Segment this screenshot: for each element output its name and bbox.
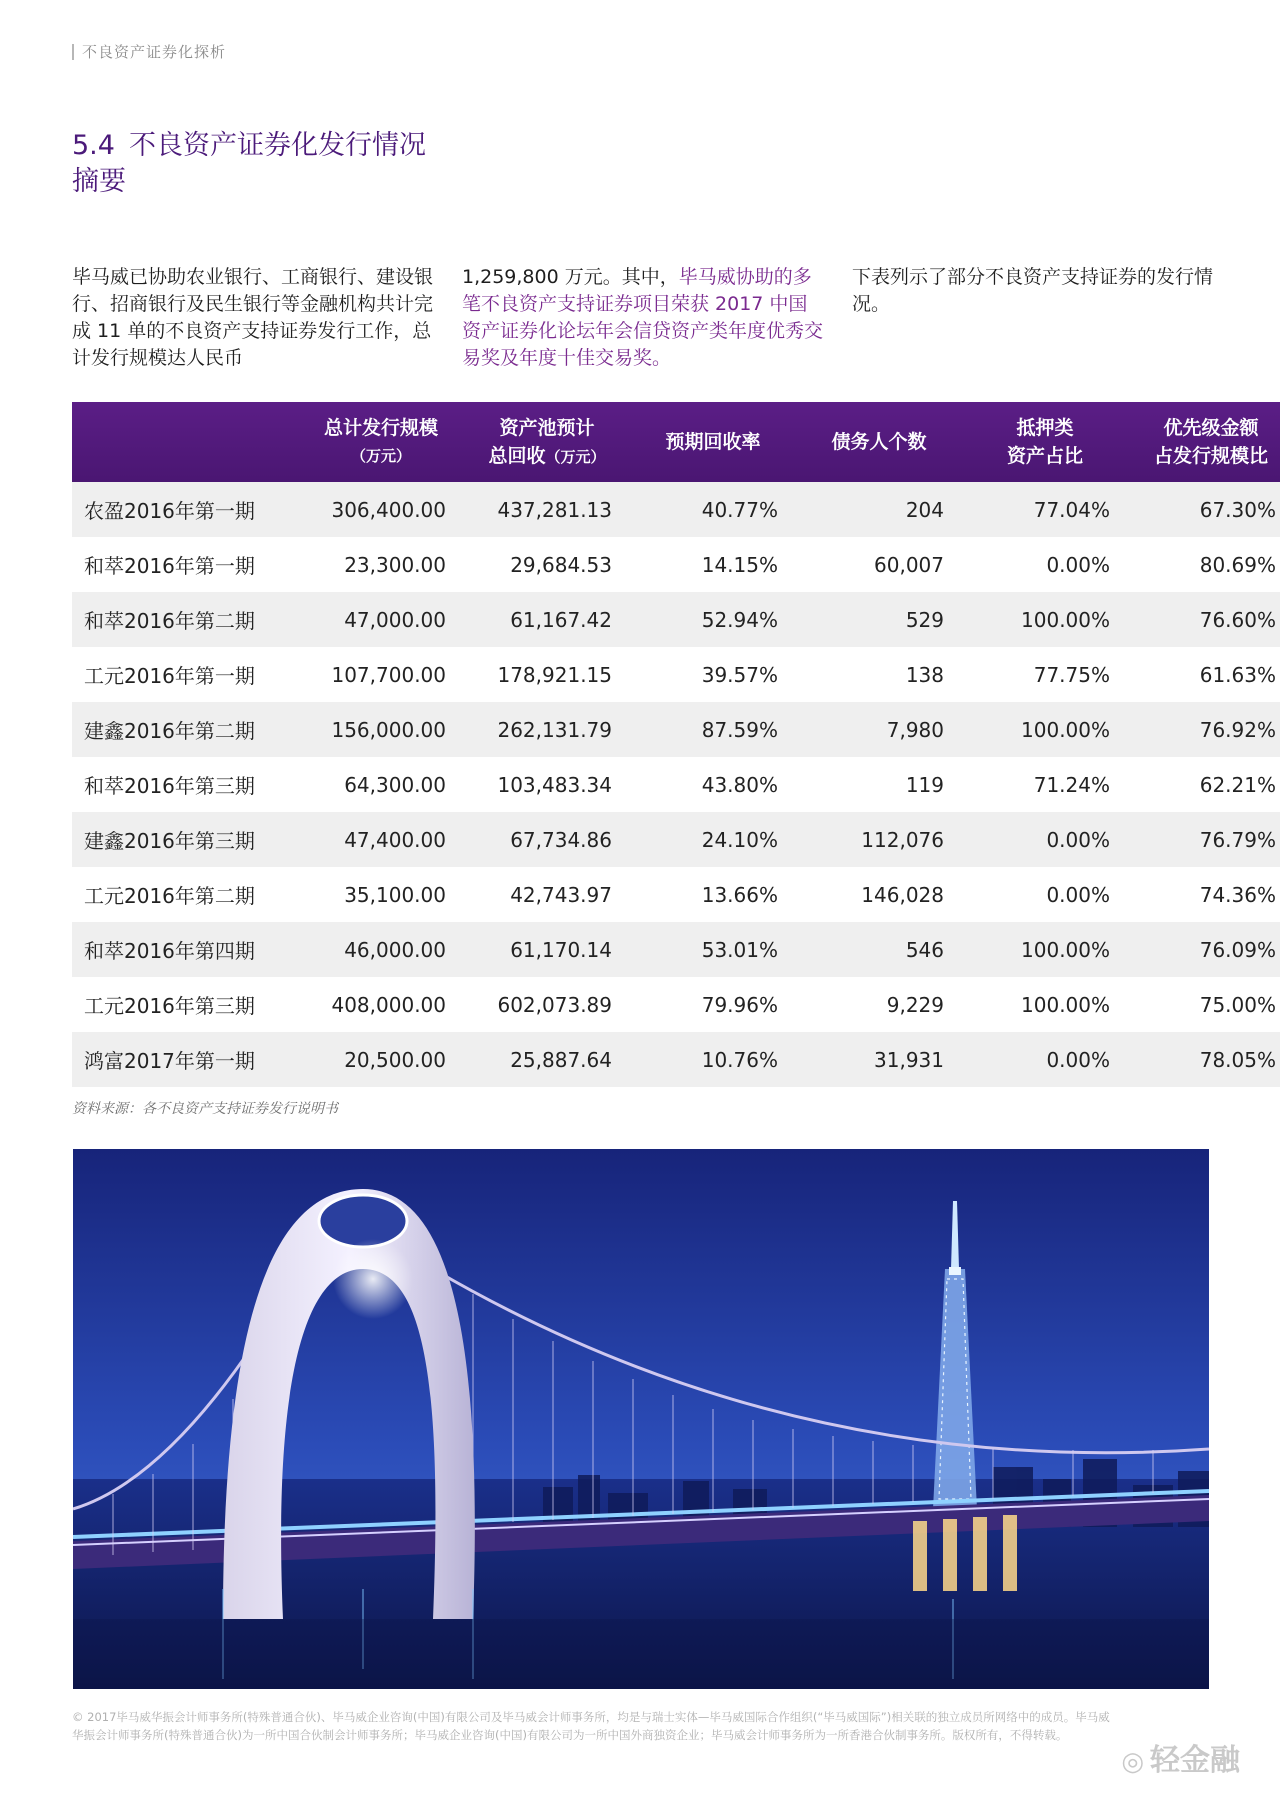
recovery-rate-cell: 53.01% bbox=[701, 937, 778, 962]
recovery-rate-cell: 43.80% bbox=[701, 772, 778, 797]
collateral-ratio-cell: 77.75% bbox=[1033, 662, 1110, 687]
issue-size-cell: 64,300.00 bbox=[344, 772, 446, 797]
debtor-count-cell: 204 bbox=[905, 497, 944, 522]
watermark bbox=[1121, 1735, 1240, 1779]
collateral-ratio-cell: 71.24% bbox=[1033, 772, 1110, 797]
issue-size-cell: 306,400.00 bbox=[331, 497, 446, 522]
senior-ratio-cell: 67.30% bbox=[1199, 497, 1276, 522]
collateral-ratio-cell: 77.04% bbox=[1033, 497, 1110, 522]
issue-size-cell: 20,500.00 bbox=[344, 1047, 446, 1072]
senior-ratio-cell: 76.79% bbox=[1199, 827, 1276, 852]
table-header-row bbox=[72, 402, 1280, 482]
table-row bbox=[72, 482, 1280, 537]
section-title-text: 不良资产证券化发行情况 bbox=[128, 130, 426, 161]
copyright-footer bbox=[72, 1708, 1132, 1744]
intro-amount: 1,259,800 万元。其中， bbox=[462, 266, 679, 288]
row-name: 建鑫2016年第二期 bbox=[84, 719, 255, 743]
table-row bbox=[72, 702, 1280, 757]
senior-ratio-cell: 75.00% bbox=[1199, 992, 1276, 1017]
header-pool-recovery: 资产池预计 总回收（万元） bbox=[488, 416, 606, 467]
issue-size-cell: 46,000.00 bbox=[344, 937, 446, 962]
collateral-ratio-cell: 0.00% bbox=[1046, 1047, 1110, 1072]
issue-size-cell: 35,100.00 bbox=[344, 882, 446, 907]
pool-recovery-cell: 103,483.34 bbox=[497, 772, 612, 797]
recovery-rate-cell: 24.10% bbox=[701, 827, 778, 852]
pool-recovery-cell: 178,921.15 bbox=[497, 662, 612, 687]
row-name: 工元2016年第一期 bbox=[84, 664, 255, 688]
recovery-rate-cell: 87.59% bbox=[701, 717, 778, 742]
debtor-count-cell: 60,007 bbox=[874, 552, 944, 577]
header-recovery-rate: 预期回收率 bbox=[665, 431, 761, 453]
row-name: 鸿富2017年第一期 bbox=[84, 1049, 255, 1073]
footer-line-1: © 2017毕马威华振会计师事务所(特殊普通合伙)、毕马威企业咨询(中国)有限公司及毕马威会计师事务所，均是与瑞士实体—毕马威国际合作组织(“毕马威国际”)相关联的独立成员所网络中的成员。毕马威 bbox=[72, 1710, 1110, 1724]
pool-recovery-cell: 262,131.79 bbox=[497, 717, 612, 742]
pool-recovery-cell: 42,743.97 bbox=[510, 882, 612, 907]
intro-column-3: 下表列示了部分不良资产支持证券的发行情况。 bbox=[852, 266, 1214, 315]
header-collateral-ratio: 抵押类 资产占比 bbox=[1006, 417, 1083, 467]
issue-size-cell: 23,300.00 bbox=[344, 552, 446, 577]
running-header: 不良资产证券化探析 bbox=[72, 44, 226, 60]
pool-recovery-cell: 602,073.89 bbox=[497, 992, 612, 1017]
table-row bbox=[72, 1032, 1280, 1087]
header-debtor-count: 债务人个数 bbox=[831, 431, 927, 453]
table-row bbox=[72, 647, 1280, 702]
pool-recovery-cell: 437,281.13 bbox=[497, 497, 612, 522]
issue-size-cell: 107,700.00 bbox=[331, 662, 446, 687]
senior-ratio-cell: 74.36% bbox=[1199, 882, 1276, 907]
npl-abs-issuance-table bbox=[72, 402, 1280, 1087]
debtor-count-cell: 9,229 bbox=[886, 992, 944, 1017]
row-name: 建鑫2016年第三期 bbox=[84, 829, 255, 853]
intro-award-highlight: 毕马威协助的多笔不良资产支持证券项目荣获 2017 中国资产证券化论坛年会信贷资产类年度优秀交易奖及年度十佳交易奖。 bbox=[462, 266, 824, 369]
senior-ratio-cell: 76.09% bbox=[1199, 937, 1276, 962]
table-row bbox=[72, 922, 1280, 977]
collateral-ratio-cell: 0.00% bbox=[1046, 827, 1110, 852]
row-name: 和萃2016年第一期 bbox=[84, 554, 255, 578]
pool-recovery-cell: 61,170.14 bbox=[510, 937, 612, 962]
collateral-ratio-cell: 100.00% bbox=[1021, 992, 1110, 1017]
pool-recovery-cell: 67,734.86 bbox=[510, 827, 612, 852]
table-row bbox=[72, 867, 1280, 922]
collateral-ratio-cell: 0.00% bbox=[1046, 552, 1110, 577]
issue-size-cell: 47,000.00 bbox=[344, 607, 446, 632]
section-number: 5.4 bbox=[72, 130, 115, 161]
senior-ratio-cell: 76.60% bbox=[1199, 607, 1276, 632]
table-row bbox=[72, 757, 1280, 812]
pool-recovery-cell: 29,684.53 bbox=[510, 552, 612, 577]
collateral-ratio-cell: 100.00% bbox=[1021, 937, 1110, 962]
header-senior-ratio: 优先级金额 占发行规模比 bbox=[1153, 417, 1268, 467]
table-row bbox=[72, 977, 1280, 1032]
row-name: 和萃2016年第三期 bbox=[84, 774, 255, 798]
bridge-photo bbox=[73, 1149, 1209, 1689]
intro-column-2 bbox=[462, 264, 824, 372]
header-name bbox=[72, 402, 298, 482]
debtor-count-cell: 112,076 bbox=[861, 827, 944, 852]
wechat-icon: ◎ bbox=[1121, 1747, 1144, 1777]
issue-size-cell: 156,000.00 bbox=[331, 717, 446, 742]
intro-column-1: 毕马威已协助农业银行、工商银行、建设银行、招商银行及民生银行等金融机构共计完成 11 单的不良资产支持证券发行工作，总计发行规模达人民币 bbox=[72, 266, 434, 369]
row-name: 工元2016年第三期 bbox=[84, 994, 255, 1018]
recovery-rate-cell: 40.77% bbox=[701, 497, 778, 522]
row-name: 工元2016年第二期 bbox=[84, 884, 255, 908]
row-name: 和萃2016年第四期 bbox=[84, 939, 255, 963]
collateral-ratio-cell: 100.00% bbox=[1021, 717, 1110, 742]
debtor-count-cell: 529 bbox=[905, 607, 944, 632]
senior-ratio-cell: 78.05% bbox=[1199, 1047, 1276, 1072]
issue-size-cell: 47,400.00 bbox=[344, 827, 446, 852]
source-note: 资料来源：各不良资产支持证券发行说明书 bbox=[72, 1101, 338, 1117]
recovery-rate-cell: 14.15% bbox=[701, 552, 778, 577]
row-name: 农盈2016年第一期 bbox=[84, 499, 255, 523]
footer-line-2: 华振会计师事务所(特殊普通合伙)为一所中国合伙制会计师事务所；毕马威企业咨询(中国)有限公司为一所中国外商独资企业；毕马威会计师事务所为一所香港合伙制事务所。版权所有，不得转载。 bbox=[72, 1728, 1068, 1742]
table-row bbox=[72, 812, 1280, 867]
table-row bbox=[72, 592, 1280, 647]
section-title bbox=[72, 128, 426, 164]
debtor-count-cell: 146,028 bbox=[861, 882, 944, 907]
debtor-count-cell: 31,931 bbox=[874, 1047, 944, 1072]
issue-size-cell: 408,000.00 bbox=[331, 992, 446, 1017]
senior-ratio-cell: 62.21% bbox=[1199, 772, 1276, 797]
debtor-count-cell: 7,980 bbox=[886, 717, 944, 742]
table-row bbox=[72, 537, 1280, 592]
debtor-count-cell: 119 bbox=[905, 772, 944, 797]
debtor-count-cell: 546 bbox=[905, 937, 944, 962]
senior-ratio-cell: 80.69% bbox=[1199, 552, 1276, 577]
recovery-rate-cell: 79.96% bbox=[701, 992, 778, 1017]
recovery-rate-cell: 10.76% bbox=[701, 1047, 778, 1072]
pool-recovery-cell: 61,167.42 bbox=[510, 607, 612, 632]
header-issue-size: 总计发行规模 （万元） bbox=[323, 417, 438, 465]
recovery-rate-cell: 39.57% bbox=[701, 662, 778, 687]
recovery-rate-cell: 52.94% bbox=[701, 607, 778, 632]
collateral-ratio-cell: 100.00% bbox=[1021, 607, 1110, 632]
senior-ratio-cell: 61.63% bbox=[1199, 662, 1276, 687]
row-name: 和萃2016年第二期 bbox=[84, 609, 255, 633]
collateral-ratio-cell: 0.00% bbox=[1046, 882, 1110, 907]
section-subtitle: 摘要 bbox=[72, 166, 126, 197]
debtor-count-cell: 138 bbox=[905, 662, 944, 687]
pool-recovery-cell: 25,887.64 bbox=[510, 1047, 612, 1072]
recovery-rate-cell: 13.66% bbox=[701, 882, 778, 907]
senior-ratio-cell: 76.92% bbox=[1199, 717, 1276, 742]
watermark-text: 轻金融 bbox=[1150, 1743, 1240, 1778]
